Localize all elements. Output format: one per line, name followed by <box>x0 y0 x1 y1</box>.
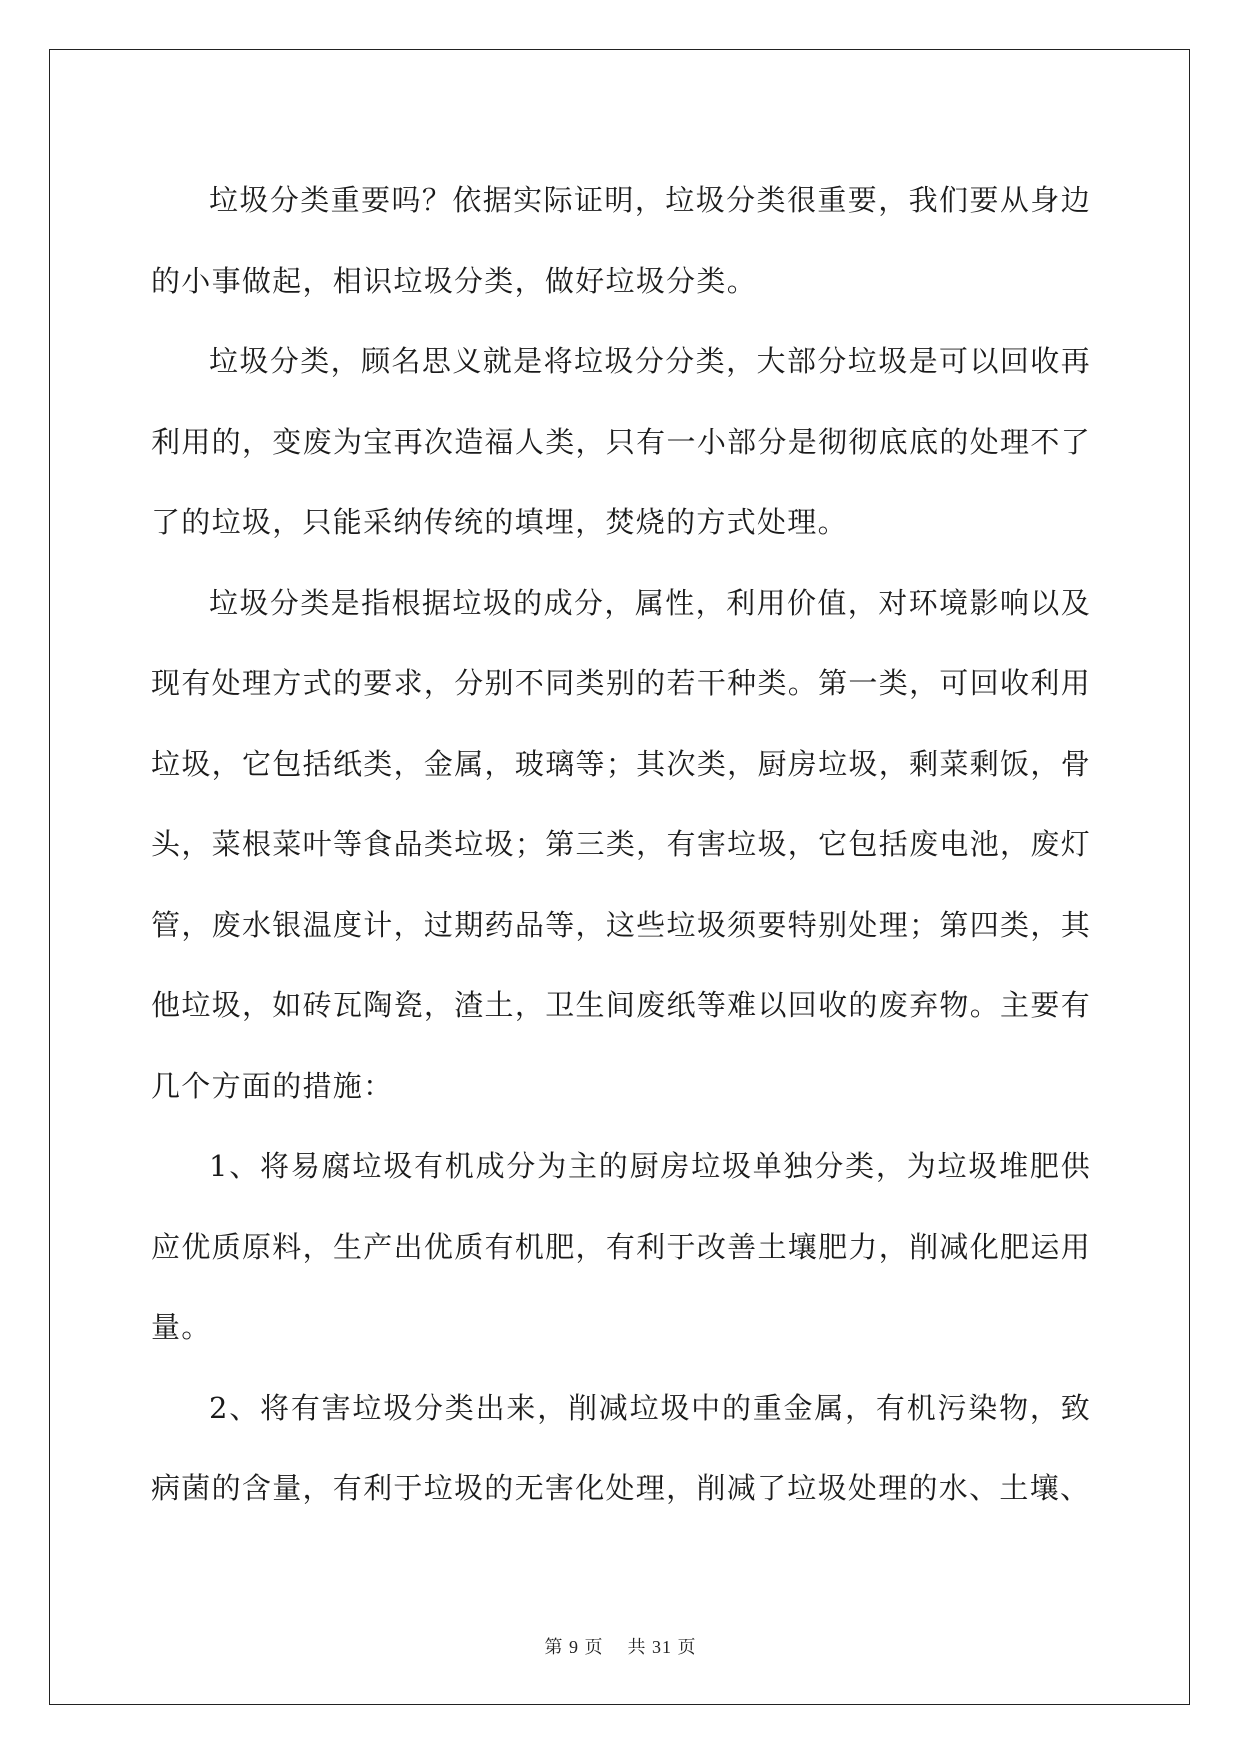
page-number: 第 9 页 <box>544 1637 604 1657</box>
document-body <box>151 160 1091 1529</box>
paragraph-4: 1、将易腐垃圾有机成分为主的厨房垃圾单独分类，为垃圾堆肥供应优质原料，生产出优质有机肥，有利于改善土壤肥力，削减化肥运用量。 <box>151 1149 1091 1344</box>
paragraph-1: 垃圾分类重要吗？依据实际证明，垃圾分类很重要，我们要从身边的小事做起，相识垃圾分类，做好垃圾分类。 <box>151 183 1091 298</box>
page-footer <box>0 1633 1241 1659</box>
paragraph-2: 垃圾分类，顾名思义就是将垃圾分分类，大部分垃圾是可以回收再利用的，变废为宝再次造福人类，只有一小部分是彻彻底底的处理不了了的垃圾，只能采纳传统的填埋，焚烧的方式处理。 <box>151 344 1091 539</box>
paragraph-3: 垃圾分类是指根据垃圾的成分，属性，利用价值，对环境影响以及现有处理方式的要求，分别不同类别的若干种类。第一类，可回收利用垃圾，它包括纸类，金属，玻璃等；其次类，厨房垃圾，剩菜剩饭，骨头，菜根菜叶等食品类垃圾；第三类，有害垃圾，它包括废电池，废灯管，废水银温度计，过期药品等，这些垃圾须要特别处理；第四类，其他垃圾，如砖瓦陶瓷，渣土，卫生间废纸等难以回收的废弃物。主要有几个方面的措施： <box>151 585 1091 1103</box>
paragraph-5: 2、将有害垃圾分类出来，削减垃圾中的重金属，有机污染物，致病菌的含量，有利于垃圾的无害化处理，削减了垃圾处理的水、土壤、 <box>151 1390 1091 1505</box>
page-total: 共 31 页 <box>627 1637 697 1657</box>
